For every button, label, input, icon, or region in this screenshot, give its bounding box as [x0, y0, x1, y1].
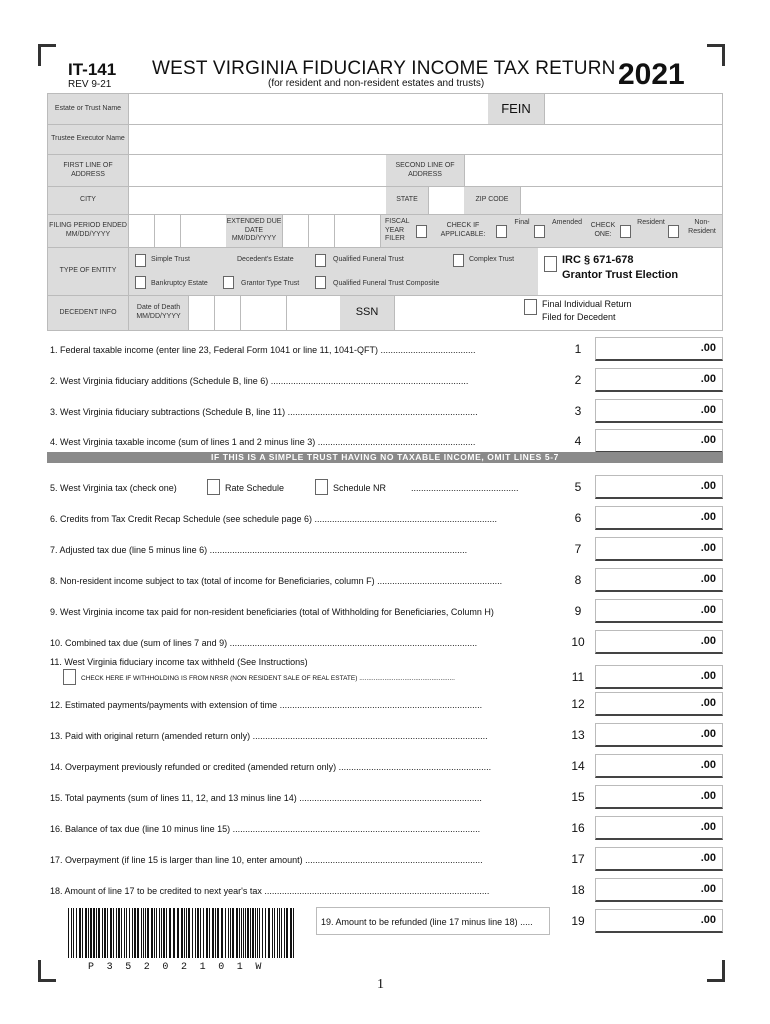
barcode-bar — [126, 908, 127, 958]
line-7-amount[interactable]: .00 — [595, 537, 723, 561]
extended-yyyy[interactable] — [334, 215, 380, 247]
barcode-bar — [184, 908, 185, 958]
row-trustee — [48, 125, 722, 155]
date-of-death-mm[interactable] — [188, 296, 214, 330]
line-13-number: 13 — [571, 728, 585, 742]
barcode-bar — [265, 908, 266, 958]
barcode — [68, 908, 296, 958]
barcode-bar — [279, 908, 280, 958]
estate-name-field[interactable] — [128, 94, 488, 124]
line-3-amount[interactable]: .00 — [595, 399, 723, 423]
barcode-bar — [232, 908, 234, 958]
row-address — [48, 155, 722, 187]
trustee-label: Trustee Executor Name — [48, 125, 128, 154]
filing-period-mm[interactable] — [128, 215, 154, 247]
barcode-bar — [209, 908, 210, 958]
line-11-number: 11 — [571, 670, 585, 684]
barcode-bar — [243, 908, 244, 958]
corner-mark-bottom-left — [38, 960, 56, 982]
city-label: CITY — [48, 187, 128, 214]
schedule-nr-checkbox[interactable] — [315, 479, 328, 495]
line-18 — [47, 878, 723, 902]
date-of-death-yyyy[interactable] — [240, 296, 286, 330]
simple-trust-label: Simple Trust — [151, 256, 190, 263]
final-return-line1: Final Individual Return — [542, 299, 632, 309]
resident-checkbox[interactable] — [620, 225, 631, 238]
barcode-bar — [217, 908, 219, 958]
grantor-type-label: Grantor Type Trust — [241, 280, 300, 287]
entity-type-label: TYPE OF ENTITY — [48, 248, 128, 295]
line-14 — [47, 754, 723, 778]
irc-line2: Grantor Trust Election — [562, 269, 679, 281]
barcode-bar — [163, 908, 165, 958]
line-14-number: 14 — [571, 759, 585, 773]
line-6 — [47, 506, 723, 530]
barcode-bar — [137, 908, 139, 958]
final-checkbox[interactable] — [496, 225, 507, 238]
barcode-bar — [241, 908, 242, 958]
barcode-bar — [257, 908, 258, 958]
line-5-amount[interactable]: .00 — [595, 475, 723, 499]
barcode-bar — [212, 908, 214, 958]
line-13 — [47, 723, 723, 747]
line-10 — [47, 630, 723, 654]
barcode-bar — [197, 908, 199, 958]
line-19-number: 19 — [571, 914, 585, 928]
barcode-bar — [274, 908, 275, 958]
line-19-label: 19. Amount to be refunded (line 17 minus line 18) ..... — [321, 917, 533, 927]
line-8-label: 8. Non-resident income subject to tax (total of income for Beneficiaries, column F) .................................................. — [50, 576, 503, 586]
line-15-amount[interactable]: .00 — [595, 785, 723, 809]
line-11-amount[interactable]: .00 — [595, 665, 723, 689]
line-19-frame — [316, 907, 550, 935]
line-2-number: 2 — [574, 373, 582, 387]
line-18-amount[interactable]: .00 — [595, 878, 723, 902]
barcode-bar — [93, 908, 95, 958]
barcode-bar — [181, 908, 183, 958]
barcode-bar — [90, 908, 92, 958]
barcode-bar — [85, 908, 87, 958]
barcode-bar — [102, 908, 103, 958]
corner-mark-top-right — [707, 44, 725, 66]
line-6-label: 6. Credits from Tax Credit Recap Schedule (see schedule page 6) ......................................................................... — [50, 514, 498, 524]
barcode-bar — [104, 908, 106, 958]
barcode-bar — [203, 908, 204, 958]
barcode-bar — [255, 908, 256, 958]
line-11 — [47, 655, 723, 689]
barcode-bar — [159, 908, 160, 958]
barcode-bar — [173, 908, 175, 958]
barcode-bar — [195, 908, 196, 958]
barcode-bar — [154, 908, 155, 958]
date-of-death-dd[interactable] — [214, 296, 240, 330]
ssn-field[interactable] — [394, 296, 518, 330]
barcode-bar — [177, 908, 179, 958]
final-return-line2: Filed for Decedent — [542, 312, 616, 322]
barcode-bar — [110, 908, 112, 958]
extended-mm[interactable] — [282, 215, 308, 247]
line-11-label: 11. West Virginia fiduciary income tax withheld (See Instructions) — [50, 657, 308, 667]
line-15-label: 15. Total payments (sum of lines 11, 12, and 13 minus line 14) ......................................................................... — [50, 793, 482, 803]
line-6-number: 6 — [574, 511, 582, 525]
date-of-death-label: Date of Death MM/DD/YYYY — [128, 296, 188, 330]
line-14-amount[interactable]: .00 — [595, 754, 723, 778]
rate-schedule-label: Rate Schedule — [225, 483, 285, 493]
fiscal-label: FISCAL YEAR FILER — [380, 215, 416, 247]
barcode-bar — [141, 908, 142, 958]
line-4-amount[interactable]: .00 — [595, 429, 723, 453]
decedent-info-label: DECEDENT INFO — [48, 296, 128, 330]
line-12-amount[interactable]: .00 — [595, 692, 723, 716]
barcode-bar — [161, 908, 162, 958]
form-id: IT-141 — [68, 60, 117, 79]
estate-name-label: Estate or Trust Name — [48, 94, 128, 124]
nrsr-note: CHECK HERE IF WITHHOLDING IS FROM NRSR (NON RESIDENT SALE OF REAL ESTATE) ..................................................... — [81, 675, 455, 682]
line-15-number: 15 — [571, 790, 585, 804]
barcode-bar — [98, 908, 100, 958]
line-2 — [47, 368, 723, 392]
line-8-amount[interactable]: .00 — [595, 568, 723, 592]
barcode-bar — [151, 908, 153, 958]
form-revision: REV 9-21 — [68, 79, 112, 90]
line-12-number: 12 — [571, 697, 585, 711]
line-10-amount[interactable]: .00 — [595, 630, 723, 654]
line-1-number: 1 — [574, 342, 582, 356]
final-label: Final — [510, 215, 534, 247]
barcode-bar — [68, 908, 69, 958]
line-16-label: 16. Balance of tax due (line 10 minus line 15) ................................................................................................... — [50, 824, 481, 834]
line-17-amount[interactable]: .00 — [595, 847, 723, 871]
zip-label: ZIP CODE — [464, 187, 520, 214]
zip-field[interactable] — [520, 187, 722, 214]
form-year: 2021 — [618, 58, 685, 91]
barcode-bar — [236, 908, 238, 958]
barcode-bar — [96, 908, 97, 958]
barcode-bar — [129, 908, 130, 958]
line-7 — [47, 537, 723, 561]
barcode-bar — [293, 908, 294, 958]
barcode-bar — [272, 908, 273, 958]
decedents-estate-label: Decedent's Estate — [237, 256, 294, 263]
row-filing-period — [48, 215, 722, 248]
fein-label: FEIN — [488, 94, 544, 124]
line-16-number: 16 — [571, 821, 585, 835]
line-3 — [47, 399, 723, 423]
barcode-bar — [245, 908, 246, 958]
line-17-number: 17 — [571, 852, 585, 866]
line-5 — [47, 475, 723, 499]
barcode-bar — [169, 908, 171, 958]
barcode-bar — [230, 908, 231, 958]
schedule-nr-label: Schedule NR — [333, 483, 387, 493]
barcode-bar — [250, 908, 251, 958]
line-7-number: 7 — [574, 542, 582, 556]
barcode-bar — [82, 908, 83, 958]
qualified-funeral-label: Qualified Funeral Trust — [333, 256, 404, 263]
qualified-funeral-composite-checkbox[interactable] — [315, 276, 326, 289]
barcode-bar — [118, 908, 120, 958]
line-1-amount[interactable]: .00 — [595, 337, 723, 361]
barcode-bar — [147, 908, 149, 958]
line-12 — [47, 692, 723, 716]
line-4 — [47, 429, 723, 453]
extended-dd[interactable] — [308, 215, 334, 247]
form-title: WEST VIRGINIA FIDUCIARY INCOME TAX RETURN — [152, 58, 616, 79]
check-one-label: CHECK ONE: — [586, 215, 620, 247]
barcode-bar — [166, 908, 167, 958]
amended-label: Amended — [548, 215, 586, 247]
line-15 — [47, 785, 723, 809]
barcode-bar — [88, 908, 89, 958]
nonresident-label: Non-Resident — [682, 215, 722, 247]
state-field[interactable] — [428, 187, 464, 214]
barcode-bar — [186, 908, 187, 958]
row-entity-type — [48, 248, 722, 296]
grantor-type-checkbox[interactable] — [223, 276, 234, 289]
final-return-group — [518, 296, 722, 330]
trustee-field[interactable] — [128, 125, 722, 154]
qualified-funeral-composite-label: Qualified Funeral Trust Composite — [333, 280, 440, 287]
barcode-bar — [132, 908, 133, 958]
amended-checkbox[interactable] — [534, 225, 545, 238]
barcode-bar — [228, 908, 229, 958]
barcode-bar — [221, 908, 223, 958]
barcode-bar — [116, 908, 117, 958]
filing-period-label: FILING PERIOD ENDED MM/DD/YYYY — [48, 215, 128, 247]
city-field[interactable] — [128, 187, 386, 214]
barcode-bar — [290, 908, 292, 958]
rate-schedule-checkbox[interactable] — [207, 479, 220, 495]
bankruptcy-estate-checkbox[interactable] — [135, 276, 146, 289]
line-17 — [47, 847, 723, 871]
complex-trust-label: Complex Trust — [469, 256, 515, 263]
barcode-bar — [188, 908, 190, 958]
form-subtitle: (for resident and non-resident estates and trusts) — [268, 78, 485, 89]
corner-mark-top-left — [38, 44, 56, 66]
line-2-label: 2. West Virginia fiduciary additions (Schedule B, line 6) ............................................................................... — [50, 376, 469, 386]
final-return-checkbox[interactable] — [524, 299, 537, 315]
decedent-spacer-field[interactable] — [286, 296, 340, 330]
line-5-dots: ........................................... — [411, 483, 519, 493]
qualified-funeral-checkbox[interactable] — [453, 254, 464, 267]
line-13-amount[interactable]: .00 — [595, 723, 723, 747]
corner-mark-bottom-right — [707, 960, 725, 982]
nrsr-checkbox[interactable] — [63, 669, 76, 685]
resident-label: Resident — [634, 215, 668, 247]
barcode-bar — [79, 908, 81, 958]
barcode-bar — [121, 908, 122, 958]
row-decedent — [48, 296, 722, 330]
row-estate-name — [48, 94, 722, 125]
barcode-text: P35202101W — [88, 962, 275, 973]
line-19-amount[interactable]: .00 — [595, 909, 723, 933]
barcode-bar — [284, 908, 285, 958]
row-city — [48, 187, 722, 215]
bankruptcy-estate-label: Bankruptcy Estate — [151, 280, 208, 287]
simple-trust-band: IF THIS IS A SIMPLE TRUST HAVING NO TAXABLE INCOME, OMIT LINES 5-7 — [47, 452, 723, 463]
line-9-label: 9. West Virginia income tax paid for non-resident beneficiaries (total of Withholding for Beneficiaries, Column H) — [50, 607, 494, 617]
irc-election — [538, 248, 722, 295]
line-7-label: 7. Adjusted tax due (line 5 minus line 6) ....................................................................................................... — [50, 545, 468, 555]
line-3-label: 3. West Virginia fiduciary subtractions (Schedule B, line 11) ............................................................................ — [50, 407, 478, 417]
barcode-bar — [73, 908, 74, 958]
barcode-bar — [200, 908, 201, 958]
barcode-bar — [71, 908, 72, 958]
irc-line1: IRC § 671-678 — [562, 254, 634, 266]
line-1 — [47, 337, 723, 361]
irc-election-checkbox[interactable] — [544, 256, 557, 272]
barcode-bar — [145, 908, 146, 958]
barcode-bar — [259, 908, 260, 958]
barcode-bar — [113, 908, 114, 958]
barcode-bar — [156, 908, 157, 958]
line-9-amount[interactable]: .00 — [595, 599, 723, 623]
address2-label: SECOND LINE OF ADDRESS — [386, 155, 464, 186]
filing-period-yyyy[interactable] — [180, 215, 226, 247]
line-10-label: 10. Combined tax due (sum of lines 7 and 9) ................................................................................................... — [50, 638, 478, 648]
line-14-label: 14. Overpayment previously refunded or credited (amended return only) ............................................................. — [50, 762, 492, 772]
simple-trust-checkbox[interactable] — [135, 254, 146, 267]
line-16 — [47, 816, 723, 840]
address1-label: FIRST LINE OF ADDRESS — [48, 155, 128, 186]
barcode-bar — [124, 908, 125, 958]
barcode-bar — [286, 908, 288, 958]
decedents-estate-checkbox[interactable] — [315, 254, 326, 267]
line-5-number: 5 — [574, 480, 582, 494]
barcode-bar — [247, 908, 249, 958]
state-label: STATE — [386, 187, 428, 214]
barcode-bar — [281, 908, 282, 958]
line-8-number: 8 — [574, 573, 582, 587]
barcode-bar — [277, 908, 278, 958]
line-4-label: 4. West Virginia taxable income (sum of lines 1 and 2 minus line 3) ............................................................... — [50, 437, 476, 447]
filing-period-dd[interactable] — [154, 215, 180, 247]
barcode-bar — [134, 908, 136, 958]
barcode-bar — [107, 908, 108, 958]
barcode-bar — [143, 908, 144, 958]
line-2-amount[interactable]: .00 — [595, 368, 723, 392]
barcode-bar — [215, 908, 216, 958]
header-fields — [47, 93, 723, 331]
nonresident-checkbox[interactable] — [668, 225, 679, 238]
line-9-number: 9 — [574, 604, 582, 618]
barcode-bar — [262, 908, 263, 958]
fiscal-checkbox[interactable] — [416, 225, 427, 238]
barcode-bar — [206, 908, 208, 958]
line-13-label: 13. Paid with original return (amended return only) .............................................................................................. — [50, 731, 488, 741]
line-6-amount[interactable]: .00 — [595, 506, 723, 530]
barcode-bar — [268, 908, 270, 958]
line-18-label: 18. Amount of line 17 to be credited to next year's tax .......................................................................................... — [50, 886, 490, 896]
line-17-label: 17. Overpayment (if line 15 is larger than line 10, enter amount) ....................................................................... — [50, 855, 483, 865]
barcode-bar — [192, 908, 193, 958]
line-10-number: 10 — [571, 635, 585, 649]
line-3-number: 3 — [574, 404, 582, 418]
extended-label: EXTENDED DUE DATE MM/DD/YYYY — [226, 215, 282, 247]
line-4-number: 4 — [574, 434, 582, 448]
page-number: 1 — [377, 977, 384, 992]
fein-field[interactable] — [544, 94, 722, 124]
line-1-label: 1. Federal taxable income (enter line 23, Federal Form 1041 or line 11, 1041-QFT) ...................................... — [50, 345, 476, 355]
line-9 — [47, 599, 723, 623]
barcode-bar — [252, 908, 254, 958]
barcode-bar — [239, 908, 240, 958]
barcode-bar — [76, 908, 77, 958]
check-if-label: CHECK IF APPLICABLE: — [430, 215, 496, 247]
line-18-number: 18 — [571, 883, 585, 897]
line-12-label: 12. Estimated payments/payments with extension of time ................................................................................. — [50, 700, 483, 710]
line-8 — [47, 568, 723, 592]
line-5-label: 5. West Virginia tax (check one) — [50, 483, 177, 493]
barcode-bar — [225, 908, 226, 958]
address1-field[interactable] — [128, 155, 386, 186]
line-16-amount[interactable]: .00 — [595, 816, 723, 840]
address2-field[interactable] — [464, 155, 722, 186]
ssn-label: SSN — [340, 296, 394, 330]
entity-type-options — [128, 248, 538, 295]
